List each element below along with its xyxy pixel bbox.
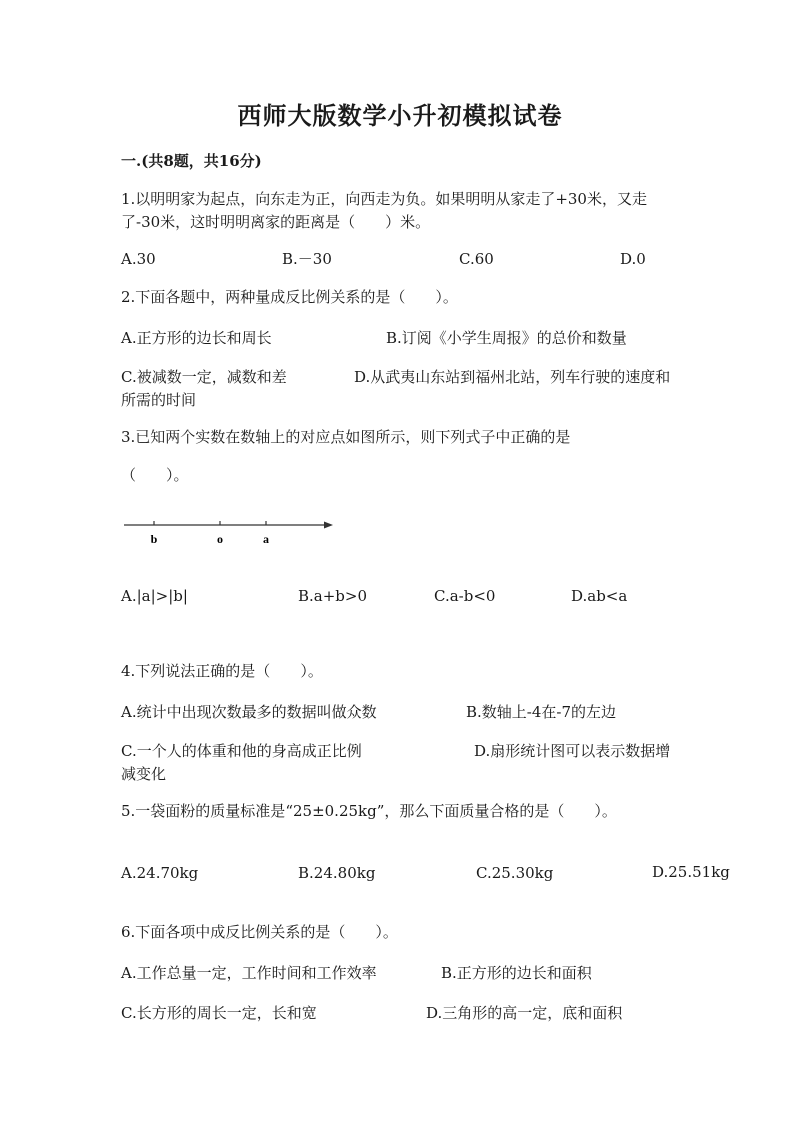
- question-3-stem-line1: 3.已知两个实数在数轴上的对应点如图所示，则下列式子中正确的是: [121, 428, 571, 446]
- question-3-options: [121, 584, 681, 608]
- question-4-stem: 4.下列说法正确的是（ ）。: [121, 662, 323, 680]
- question-2-option-b: B.订阅《小学生周报》的总价和数量: [386, 329, 627, 347]
- question-1-options: [121, 247, 681, 271]
- question-3-stem-line2: （ ）。: [121, 466, 189, 484]
- page-title: 西师大版数学小升初模拟试卷: [237, 101, 563, 130]
- number-line-arrow-icon: [324, 522, 333, 529]
- question-6-options-row1: [121, 961, 681, 985]
- section-heading: 一.(共8题，共16分): [121, 152, 262, 170]
- question-5-stem: 5.一袋面粉的质量标准是“25±0.25kg”，那么下面质量合格的是（ ）。: [121, 802, 617, 820]
- axis-label-b: b: [150, 532, 158, 546]
- question-4-option-c: C.一个人的体重和他的身高成正比例: [121, 742, 362, 760]
- question-1-option-a: A.30: [121, 250, 156, 268]
- question-5-option-d: D.25.51kg: [652, 863, 730, 881]
- question-4-option-b: B.数轴上-4在-7的左边: [466, 703, 617, 721]
- question-6-option-a: A.工作总量一定，工作时间和工作效率: [121, 964, 377, 982]
- question-5-option-a: A.24.70kg: [121, 864, 199, 882]
- question-1-option-d: D.0: [620, 250, 646, 268]
- question-2-option-a: A.正方形的边长和周长: [121, 329, 272, 347]
- question-1-option-b: B.－30: [282, 250, 332, 268]
- axis-label-a: a: [263, 532, 269, 546]
- question-5-option-c: C.25.30kg: [476, 864, 554, 882]
- question-2-option-c: C.被减数一定，减数和差: [121, 368, 287, 386]
- question-1-option-c: C.60: [459, 250, 494, 268]
- question-4-option-a: A.统计中出现次数最多的数据叫做众数: [121, 703, 377, 721]
- question-6-option-c: C.长方形的周长一定，长和宽: [121, 1004, 317, 1022]
- question-3-option-d: D.ab<a: [571, 587, 628, 605]
- question-3-option-b: B.a+b>0: [298, 587, 368, 605]
- question-3-option-c: C.a-b<0: [434, 587, 496, 605]
- question-6-option-b: B.正方形的边长和面积: [441, 964, 592, 982]
- question-2-options-row1: [121, 326, 681, 350]
- question-4-option-d: D.扇形统计图可以表示数据增减变化: [121, 742, 671, 783]
- question-3-option-a: A.|a|>|b|: [121, 587, 188, 605]
- question-6-stem: 6.下面各项中成反比例关系的是（ ）。: [121, 923, 398, 941]
- question-2-option-d: D.从武夷山东站到福州北站，列车行驶的速度和所需的时间: [121, 368, 671, 409]
- question-1-stem: 1.以明明家为起点，向东走为正，向西走为负。如果明明从家走了+30米，又走了-30米，这时明明离家的距离是（ ）米。: [121, 190, 647, 231]
- axis-label-o: o: [217, 532, 223, 546]
- question-2-stem: 2.下面各题中，两种量成反比例关系的是（ ）。: [121, 288, 458, 306]
- number-line-figure: [121, 512, 336, 552]
- question-4-options-row1: [121, 700, 681, 724]
- question-6-options-row2: [121, 1001, 681, 1025]
- question-6-option-d: D.三角形的高一定，底和面积: [426, 1004, 623, 1022]
- question-5-option-b: B.24.80kg: [298, 864, 376, 882]
